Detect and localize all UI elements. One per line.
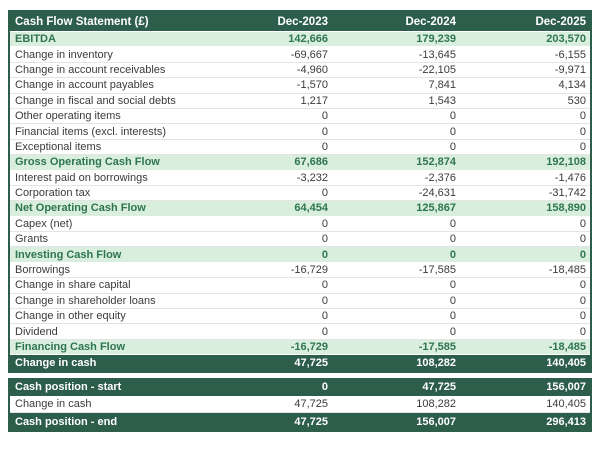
table-row — [10, 413, 590, 430]
cash-flow-table — [8, 10, 592, 373]
row-value: -13,645 — [332, 47, 460, 62]
row-value: -31,742 — [460, 186, 590, 201]
table-row — [10, 155, 590, 170]
row-value: 0 — [460, 232, 590, 247]
row-label: Net Operating Cash Flow — [10, 201, 205, 216]
row-value: 0 — [205, 186, 332, 201]
table-row — [10, 263, 590, 278]
table-row — [10, 396, 590, 413]
row-value: 0 — [460, 109, 590, 124]
row-value: 1,543 — [332, 94, 460, 109]
row-value: 7,841 — [332, 78, 460, 93]
cash-position-summary-table — [8, 378, 592, 432]
table-row — [10, 171, 590, 186]
row-value: 0 — [205, 140, 332, 155]
row-value: -18,485 — [460, 340, 590, 355]
row-value: -24,631 — [332, 186, 460, 201]
row-value: 0 — [205, 294, 332, 309]
column-header-dec-2024: Dec-2024 — [332, 12, 460, 32]
row-value: -6,155 — [460, 47, 590, 62]
table-row — [10, 324, 590, 339]
row-value: 0 — [205, 247, 332, 262]
row-value: 0 — [332, 124, 460, 139]
table-header-row — [10, 12, 590, 32]
row-value: 0 — [460, 294, 590, 309]
column-header-dec-2023: Dec-2023 — [205, 12, 332, 32]
row-value: 0 — [332, 140, 460, 155]
row-label: Cash position - start — [10, 380, 205, 397]
row-value: 0 — [205, 278, 332, 293]
table-row — [10, 78, 590, 93]
row-value: 0 — [460, 247, 590, 262]
row-value: 0 — [332, 309, 460, 324]
column-header-dec-2025: Dec-2025 — [460, 12, 590, 32]
row-label: Cash position - end — [10, 413, 205, 430]
row-value: 296,413 — [460, 413, 590, 430]
row-value: 0 — [332, 109, 460, 124]
row-label: Grants — [10, 232, 205, 247]
row-value: 47,725 — [332, 380, 460, 397]
row-value: -16,729 — [205, 340, 332, 355]
row-value: 4,134 — [460, 78, 590, 93]
row-label: Interest paid on borrowings — [10, 171, 205, 186]
row-value: -17,585 — [332, 340, 460, 355]
row-label: Exceptional items — [10, 140, 205, 155]
row-value: 67,686 — [205, 155, 332, 170]
row-value: 156,007 — [332, 413, 460, 430]
row-value: 158,890 — [460, 201, 590, 216]
row-value: 0 — [332, 294, 460, 309]
row-value: 192,108 — [460, 155, 590, 170]
row-label: Change in shareholder loans — [10, 294, 205, 309]
row-label: Change in other equity — [10, 309, 205, 324]
table-row — [10, 109, 590, 124]
row-label: Change in fiscal and social debts — [10, 94, 205, 109]
row-value: -17,585 — [332, 263, 460, 278]
table-row — [10, 124, 590, 139]
row-value: 0 — [205, 109, 332, 124]
row-value: 64,454 — [205, 201, 332, 216]
row-value: 156,007 — [460, 380, 590, 397]
row-value: 0 — [460, 140, 590, 155]
row-value: 108,282 — [332, 396, 460, 413]
row-label: Other operating items — [10, 109, 205, 124]
row-value: 152,874 — [332, 155, 460, 170]
row-value: 0 — [332, 217, 460, 232]
row-label: Financing Cash Flow — [10, 340, 205, 355]
row-value: 0 — [332, 247, 460, 262]
table-row — [10, 47, 590, 62]
row-value: 0 — [460, 278, 590, 293]
table-row — [10, 340, 590, 355]
row-label: Capex (net) — [10, 217, 205, 232]
row-value: 530 — [460, 94, 590, 109]
table-row — [10, 309, 590, 324]
row-value: -2,376 — [332, 171, 460, 186]
table-row — [10, 201, 590, 216]
row-value: 140,405 — [460, 355, 590, 370]
table-row — [10, 247, 590, 262]
row-value: 0 — [460, 217, 590, 232]
table-row — [10, 232, 590, 247]
row-value: -16,729 — [205, 263, 332, 278]
row-label: Change in account receivables — [10, 63, 205, 78]
row-value: 47,725 — [205, 396, 332, 413]
table-row — [10, 380, 590, 397]
row-value: 0 — [332, 278, 460, 293]
row-value: 0 — [332, 324, 460, 339]
row-value: 0 — [205, 232, 332, 247]
row-value: -1,570 — [205, 78, 332, 93]
row-value: 0 — [460, 324, 590, 339]
row-label: Change in cash — [10, 396, 205, 413]
row-label: Investing Cash Flow — [10, 247, 205, 262]
row-label: Change in cash — [10, 355, 205, 370]
row-value: -69,667 — [205, 47, 332, 62]
row-value: -18,485 — [460, 263, 590, 278]
row-label: Dividend — [10, 324, 205, 339]
table-row — [10, 63, 590, 78]
row-label: Change in share capital — [10, 278, 205, 293]
row-value: 0 — [205, 124, 332, 139]
cash-flow-statement — [8, 10, 592, 432]
row-value: 142,666 — [205, 32, 332, 47]
row-value: 0 — [205, 324, 332, 339]
row-value: 0 — [460, 124, 590, 139]
row-value: 47,725 — [205, 355, 332, 370]
table-row — [10, 140, 590, 155]
table-row — [10, 186, 590, 201]
row-label: Corporation tax — [10, 186, 205, 201]
row-value: 0 — [205, 309, 332, 324]
row-value: -1,476 — [460, 171, 590, 186]
table-title: Cash Flow Statement (£) — [10, 12, 205, 32]
table-row — [10, 294, 590, 309]
row-value: 0 — [460, 309, 590, 324]
row-label: Change in account payables — [10, 78, 205, 93]
row-value: 125,867 — [332, 201, 460, 216]
table-row — [10, 94, 590, 109]
row-label: Borrowings — [10, 263, 205, 278]
table-row — [10, 355, 590, 370]
row-value: -4,960 — [205, 63, 332, 78]
row-label: EBITDA — [10, 32, 205, 47]
row-label: Change in inventory — [10, 47, 205, 62]
row-value: -3,232 — [205, 171, 332, 186]
table-row — [10, 217, 590, 232]
row-value: 0 — [332, 232, 460, 247]
row-value: 1,217 — [205, 94, 332, 109]
table-row — [10, 278, 590, 293]
row-value: 0 — [205, 217, 332, 232]
row-label: Financial items (excl. interests) — [10, 124, 205, 139]
row-value: 203,570 — [460, 32, 590, 47]
row-value: -9,971 — [460, 63, 590, 78]
row-value: 0 — [205, 380, 332, 397]
table-row — [10, 32, 590, 47]
row-value: 179,239 — [332, 32, 460, 47]
row-value: 47,725 — [205, 413, 332, 430]
row-value: 108,282 — [332, 355, 460, 370]
row-label: Gross Operating Cash Flow — [10, 155, 205, 170]
row-value: -22,105 — [332, 63, 460, 78]
row-value: 140,405 — [460, 396, 590, 413]
